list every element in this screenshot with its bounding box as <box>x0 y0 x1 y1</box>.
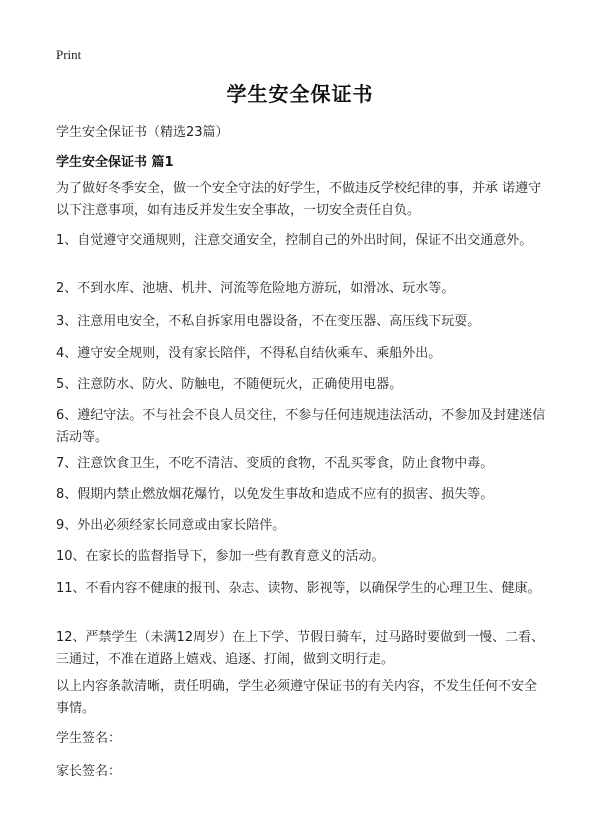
list-item-8: 8、假期内禁止燃放烟花爆竹，以免发生事故和造成不应有的损害、损失等。 <box>56 487 494 502</box>
section-heading: 学生安全保证书 篇1 <box>56 155 174 170</box>
list-item-4: 4、遵守安全规则，没有家长陪伴，不得私自结伙乘车、乘船外出。 <box>56 346 442 361</box>
list-item-9: 9、外出必须经家长同意或由家长陪伴。 <box>56 518 286 533</box>
list-item-1: 1、自觉遵守交通规则，注意交通安全，控制自己的外出时间，保证不出交通意外。 <box>56 233 533 248</box>
print-link[interactable]: Print <box>56 47 82 62</box>
list-item-5: 5、注意防水、防火、防触电，不随便玩火，正确使用电器。 <box>56 377 403 392</box>
closing-paragraph: 以上内容条款清晰，责任明确，学生必须遵守保证书的有关内容，不发生任何不安全事情。 <box>56 679 538 716</box>
list-item-2: 2、不到水库、池塘、机井、河流等危险地方游玩，如滑冰、玩水等。 <box>56 281 455 296</box>
list-item-12: 12、严禁学生（未满12周岁）在上下学、节假日骑车，过马路时要做到一慢、二看、三通过，不准在道路上嬉戏、追逐、打闹，做到文明行走。 <box>56 630 545 667</box>
list-item-3: 3、注意用电安全，不私自拆家用电器设备，不在变压器、高压线下玩耍。 <box>56 314 481 329</box>
list-item-10: 10、在家长的监督指导下，参加一些有教育意义的活动。 <box>56 549 385 564</box>
list-item-11: 11、不看内容不健康的报刊、杂志、读物、影视等，以确保学生的心理卫生、健康。 <box>56 581 541 596</box>
parent-signature-label: 家长签名： <box>56 764 122 779</box>
list-item-7: 7、注意饮食卫生，不吃不清洁、变质的食物，不乱买零食，防止食物中毒。 <box>56 456 494 471</box>
intro-paragraph: 为了做好冬季安全，做一个安全守法的好学生，不做违反学校纪律的事，并承 诺遵守以下注意事项，如有违反并发生安全事故，一切安全责任自负。 <box>56 181 542 218</box>
page-title: 学生安全保证书 <box>226 82 374 106</box>
student-signature-label: 学生签名： <box>56 731 122 746</box>
list-item-6: 6、遵纪守法。不与社会不良人员交往，不参与任何违规违法活动，不参加及封建迷信活动等。 <box>56 408 546 445</box>
document-subtitle: 学生安全保证书（精选23篇） <box>56 125 229 140</box>
